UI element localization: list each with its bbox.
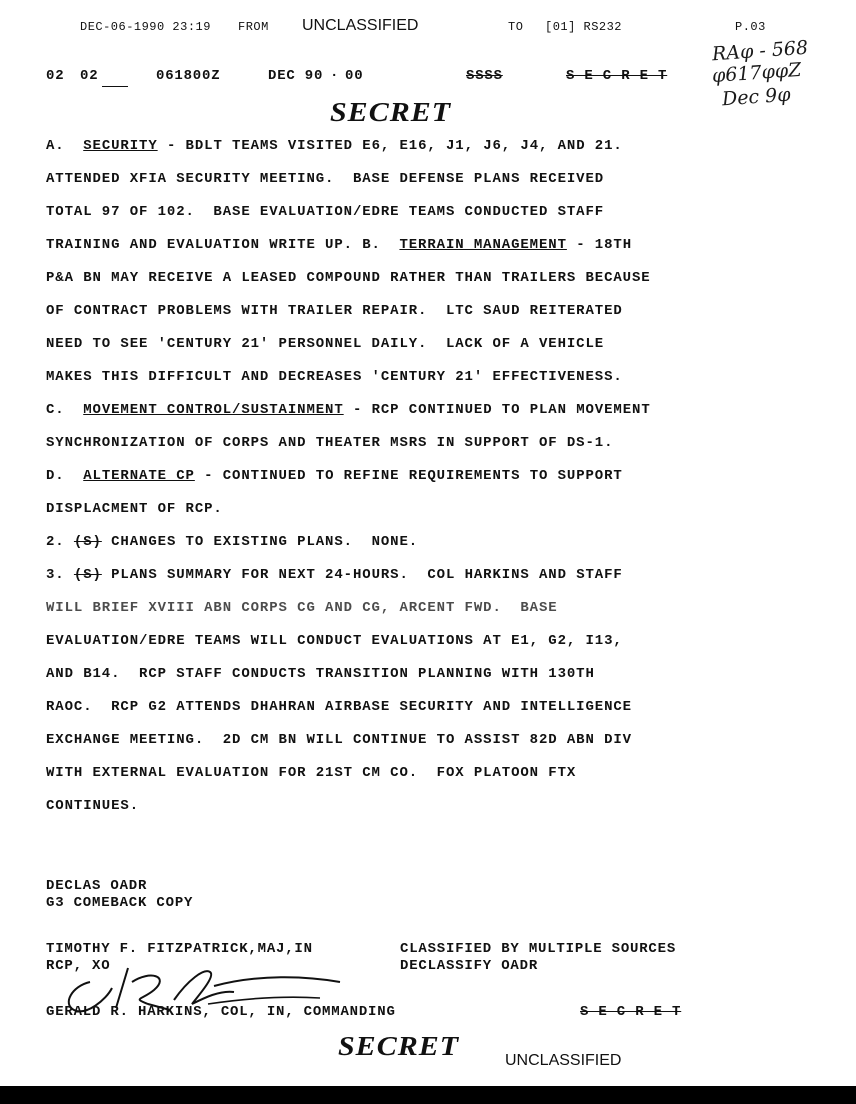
- para-c-text: - RCP CONTINUED TO PLAN MOVEMENT: [343, 402, 651, 418]
- msg-date: DEC 90: [268, 68, 324, 84]
- body-line-11: [46, 468, 623, 484]
- body-line-08: MAKES THIS DIFFICULT AND DECREASES 'CENTURY 21' EFFECTIVENESS.: [46, 369, 623, 385]
- para-2-number: 2.: [46, 534, 65, 550]
- heading-movement-control: MOVEMENT CONTROL/SUSTAINMENT: [83, 402, 344, 418]
- body-line-19: EXCHANGE MEETING. 2D CM BN WILL CONTINUE TO ASSIST 82D ABN DIV: [46, 732, 632, 748]
- body-line-05: P&A BN MAY RECEIVE A LEASED COMPOUND RATHER THAN TRAILERS BECAUSE: [46, 270, 651, 286]
- body-line-07: NEED TO SEE 'CENTURY 21' PERSONNEL DAILY. LACK OF A VEHICLE: [46, 336, 605, 352]
- body-line-06: OF CONTRACT PROBLEMS WITH TRAILER REPAIR. LTC SAUD REITERATED: [46, 303, 623, 319]
- para-3-struck-marking: (S): [73, 567, 102, 583]
- body-line-02: ATTENDED XFIA SECURITY MEETING. BASE DEFENSE PLANS RECEIVED: [46, 171, 605, 187]
- commander-line: GERALD R. HARKINS, COL, IN, COMMANDING: [46, 1004, 396, 1020]
- fax-datetime: DEC-06-1990 23:19: [80, 20, 211, 34]
- drafter-office: RCP, XO: [46, 958, 111, 974]
- body-line-16: EVALUATION/EDRE TEAMS WILL CONDUCT EVALUATIONS AT E1, G2, I13,: [46, 633, 623, 649]
- declas-line: DECLAS OADR: [46, 878, 148, 894]
- body-line-13: [46, 534, 418, 550]
- body-line-15: WILL BRIEF XVIII ABN CORPS CG AND CG, ARCENT FWD. BASE: [46, 600, 558, 616]
- drafter-name: TIMOTHY F. FITZPATRICK,MAJ,IN: [46, 941, 313, 957]
- bottom-unclassified-label: UNCLASSIFIED: [505, 1052, 622, 1069]
- body-line-21: CONTINUES.: [46, 798, 140, 814]
- msg-struck-code: SSSS: [466, 68, 503, 84]
- body-line-09: [46, 402, 651, 418]
- classified-by: CLASSIFIED BY MULTIPLE SOURCES: [400, 941, 677, 957]
- msg-field-1: 02: [46, 68, 65, 84]
- handwritten-ra-number: RAφ - 568: [711, 36, 809, 66]
- handwritten-dtg: φ617φφZ: [711, 58, 803, 88]
- body-line-04: [46, 237, 632, 253]
- para-d-text: - CONTINUED TO REFINE REQUIREMENTS TO SUPPORT: [194, 468, 623, 484]
- msg-struck-classification: S E C R E T: [566, 68, 668, 84]
- fax-page-number: P.03: [735, 20, 766, 34]
- secret-stamp-bottom: SECRET: [338, 1031, 460, 1062]
- fax-to-value: [01] RS232: [545, 20, 623, 34]
- fax-classification: UNCLASSIFIED: [302, 17, 419, 34]
- heading-security: SECURITY: [83, 138, 158, 154]
- msg-field-2: 02: [80, 68, 99, 84]
- declassify-line: DECLASSIFY OADR: [400, 958, 539, 974]
- body-line-10: SYNCHRONIZATION OF CORPS AND THEATER MSRS IN SUPPORT OF DS-1.: [46, 435, 614, 451]
- copy-line: G3 COMEBACK COPY: [46, 895, 194, 911]
- para-b-lead: TRAINING AND EVALUATION WRITE UP. B.: [46, 237, 400, 253]
- heading-alternate-cp: ALTERNATE CP: [83, 468, 195, 484]
- para-a-label: A.: [46, 138, 84, 154]
- para-3-number: 3.: [46, 567, 65, 583]
- body-line-20: WITH EXTERNAL EVALUATION FOR 21ST CM CO. FOX PLATOON FTX: [46, 765, 577, 781]
- footer-struck-classification: S E C R E T: [580, 1004, 682, 1020]
- fax-scan-bar: [0, 1086, 856, 1104]
- msg-dtg: 061800Z: [156, 68, 221, 84]
- msg-seq: 00: [345, 68, 364, 84]
- heading-terrain-management: TERRAIN MANAGEMENT: [399, 237, 567, 253]
- handwritten-date: Dec 9φ: [721, 83, 792, 111]
- msg-dot: ·: [330, 68, 340, 84]
- para-d-label: D.: [46, 468, 84, 484]
- para-2-text: CHANGES TO EXISTING PLANS. NONE.: [101, 534, 419, 550]
- fax-from-label: FROM: [238, 20, 269, 34]
- body-line-12: DISPLACMENT OF RCP.: [46, 501, 223, 517]
- para-c-label: C.: [46, 402, 84, 418]
- body-line-01: [46, 138, 623, 154]
- para-3-text: PLANS SUMMARY FOR NEXT 24-HOURS. COL HARKINS AND STAFF: [101, 567, 623, 583]
- fax-to-label: TO: [508, 20, 524, 34]
- body-line-03: TOTAL 97 OF 102. BASE EVALUATION/EDRE TEAMS CONDUCTED STAFF: [46, 204, 605, 220]
- secret-stamp-top: SECRET: [330, 97, 452, 128]
- para-2-struck-marking: (S): [73, 534, 102, 550]
- para-a-text: - BDLT TEAMS VISITED E6, E16, J1, J6, J4, AND 21.: [157, 138, 623, 154]
- body-line-17: AND B14. RCP STAFF CONDUCTS TRANSITION PLANNING WITH 130TH: [46, 666, 595, 682]
- body-line-14: [46, 567, 623, 583]
- msg-blank-line: [102, 86, 128, 87]
- para-b-text: - 18TH: [566, 237, 633, 253]
- body-line-18: RAOC. RCP G2 ATTENDS DHAHRAN AIRBASE SECURITY AND INTELLIGENCE: [46, 699, 632, 715]
